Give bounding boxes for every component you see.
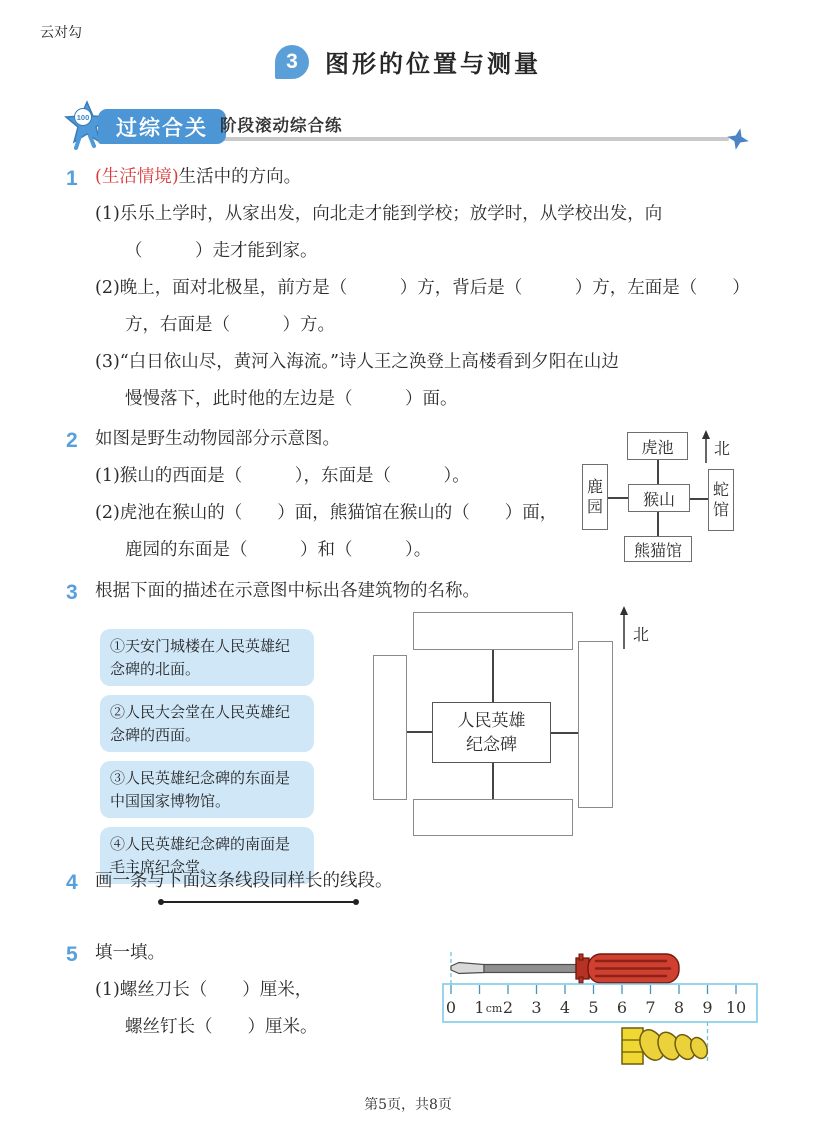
panda-house-box: 熊猫馆 <box>624 536 692 562</box>
question-2 <box>66 421 558 569</box>
line-segment <box>160 901 357 903</box>
question-number: 3 <box>66 581 78 604</box>
clue-box-4: ④人民英雄纪念碑的南面是毛主席纪念堂。 <box>100 827 314 884</box>
page-title: 图形的位置与测量 <box>325 51 541 78</box>
connector-line <box>657 512 659 537</box>
question-line: (2)晚上，面对北极星，前方是（ ）方，背后是（ ）方，左面是（ ） <box>95 278 750 298</box>
north-arrow-icon <box>618 606 630 654</box>
north-label: 北 <box>633 625 650 644</box>
north-label: 北 <box>714 439 731 458</box>
ruler-number: 0 <box>445 998 457 1017</box>
ruler-number: 9 <box>702 998 713 1017</box>
zoo-map-diagram <box>578 430 748 570</box>
rule-end-star-icon <box>726 127 750 155</box>
chapter-number-badge: 3 <box>275 45 309 79</box>
ruler-number: 3 <box>531 998 542 1017</box>
question-line: 螺丝钉长（ ）厘米。 <box>125 1017 318 1037</box>
connector-line <box>407 731 432 733</box>
north-arrow-icon <box>700 430 712 468</box>
monument-map-diagram <box>373 606 658 856</box>
question-line: （ ）走才能到家。 <box>125 241 318 261</box>
screwdriver-graphic <box>451 954 679 983</box>
ruler-number: 10 <box>725 998 747 1017</box>
ruler-unit: cm <box>485 1002 503 1015</box>
question-line: (3)“白日依山尽，黄河入海流。”诗人王之涣登上高楼看到夕阳在山边 <box>95 352 619 372</box>
ruler-number: 8 <box>673 998 685 1017</box>
ruler-number: 4 <box>559 998 571 1017</box>
question-line: 慢慢落下，此时他的左边是（ ）面。 <box>125 389 458 409</box>
connector-line <box>551 732 578 734</box>
question-line: (1)螺丝刀长（ ）厘米， <box>95 980 313 1000</box>
question-line: (1)乐乐上学时，从家出发，向北走才能到学校；放学时，从学校出发，向 <box>95 204 663 224</box>
right-building-box <box>578 641 613 808</box>
svg-text:100: 100 <box>76 113 90 122</box>
monument-label-line2: 纪念碑 <box>466 734 517 755</box>
clue-box-3: ③人民英雄纪念碑的东面是中国国家博物馆。 <box>100 761 314 818</box>
question-number: 1 <box>66 167 78 190</box>
question-title: 3 根据下面的描述在示意图中标出各建筑物的名称。 <box>95 573 480 610</box>
question-4 <box>66 863 393 900</box>
ruler-figure <box>438 946 770 1078</box>
clue-box-2: ②人民大会堂在人民英雄纪念碑的西面。 <box>100 695 314 752</box>
deer-garden-box: 鹿园 <box>582 464 608 530</box>
section-badge: 过综合关 <box>98 109 226 144</box>
connector-line <box>492 763 494 799</box>
tiger-pool-box: 虎池 <box>627 432 688 460</box>
connector-line <box>657 460 659 485</box>
monument-box <box>432 702 551 763</box>
snake-house-box: 蛇馆 <box>708 469 734 531</box>
question-title: 5 填一填。 <box>95 935 318 972</box>
page-footer: 第5页，共8页 <box>364 1097 452 1113</box>
ruler-number: 1 <box>474 998 485 1017</box>
question-number: 4 <box>66 871 78 894</box>
section-subtitle: 阶段滚动综合练 <box>220 117 343 135</box>
connector-line <box>492 650 494 702</box>
monument-label-line1: 人民英雄 <box>457 710 526 731</box>
question-line: (1)猴山的西面是（ ），东面是（ ）。 <box>95 466 470 486</box>
left-building-box <box>373 655 407 800</box>
top-building-box <box>413 612 573 650</box>
question-title: 1 (生活情境)生活中的方向。 <box>95 159 750 196</box>
monkey-hill-box: 猴山 <box>628 484 690 512</box>
connector-line <box>608 497 628 499</box>
bottom-building-box <box>413 799 573 836</box>
connector-line <box>690 498 708 500</box>
section-rule <box>205 137 729 141</box>
question-3 <box>66 573 480 610</box>
question-number: 5 <box>66 943 78 966</box>
question-5 <box>66 935 318 1046</box>
ruler-number: 5 <box>588 998 599 1017</box>
ruler-number: 7 <box>645 998 656 1017</box>
chapter-header <box>0 44 816 79</box>
ruler-number: 6 <box>616 998 628 1017</box>
question-1 <box>66 159 750 418</box>
question-line: 方，右面是（ ）方。 <box>125 315 335 335</box>
question-line: (2)虎池在猴山的（ ）面，熊猫馆在猴山的（ ）面， <box>95 503 558 523</box>
question-title: 2 如图是野生动物园部分示意图。 <box>95 421 557 458</box>
ruler-number: 2 <box>502 998 514 1017</box>
section-header <box>0 100 816 152</box>
clue-list <box>100 629 314 893</box>
ruler-graphic <box>443 984 757 1022</box>
question-title: 4 画一条与下面这条线段同样长的线段。 <box>95 863 393 900</box>
watermark: 云对勾 <box>40 25 82 41</box>
clue-box-1: ①天安门城楼在人民英雄纪念碑的北面。 <box>100 629 314 686</box>
question-line: 鹿园的东面是（ ）和（ ）。 <box>125 540 432 560</box>
screw-graphic <box>622 1026 711 1064</box>
context-tag: (生活情境) <box>95 167 179 187</box>
question-number: 2 <box>66 429 78 452</box>
